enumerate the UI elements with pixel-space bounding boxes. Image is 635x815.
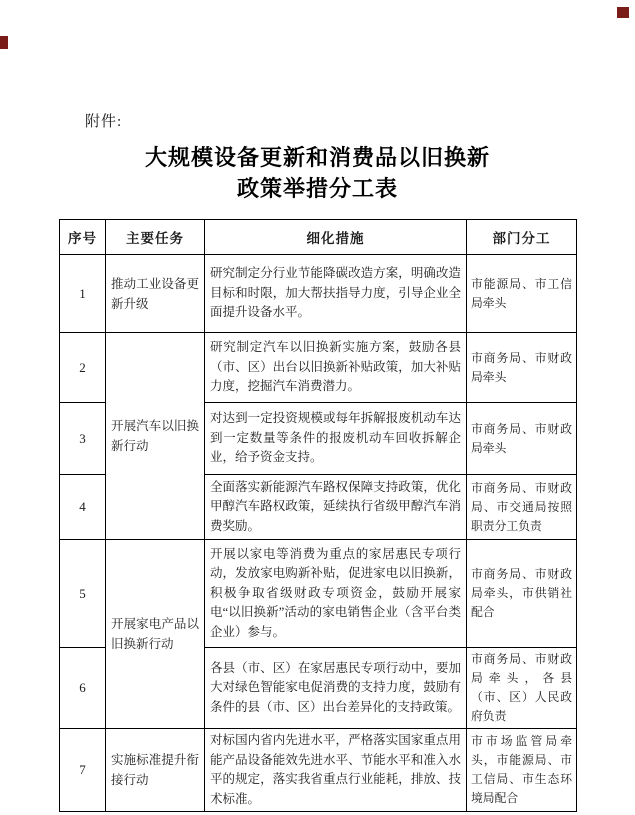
column-header-serial: 序号	[60, 220, 106, 255]
row-number-cell: 5	[60, 540, 106, 648]
table-header-row	[60, 220, 577, 255]
measure-cell: 对达到一定投资规模或每年拆解报废机动车达到一定数量等条件的报废机动车回收拆解企业，给予资金支持。	[205, 403, 467, 475]
department-cell: 市商务局、市财政局牵头，各县（市、区）人民政府负责	[467, 648, 577, 729]
title-line-2: 政策举措分工表	[236, 176, 398, 201]
row-number-cell: 7	[60, 729, 106, 812]
measure-cell: 全面落实新能源汽车路权保障支持政策，优化甲醇汽车路权政策，延续执行省级甲醇汽车消费奖励。	[205, 475, 467, 540]
department-cell: 市能源局、市工信局牵头	[467, 255, 577, 333]
measure-cell: 研究制定分行业节能降碳改造方案，明确改造目标和时限，加大帮扶指导力度，引导企业全面提升设备水平。	[205, 255, 467, 333]
table-row	[60, 729, 577, 812]
row-number-cell: 3	[60, 403, 106, 475]
task-cell: 开展家电产品以旧换新行动	[106, 540, 205, 729]
measure-cell: 研究制定汽车以旧换新实施方案，鼓励各县（市、区）出台以旧换新补贴政策，加大补贴力度，挖掘汽车消费潜力。	[205, 333, 467, 403]
table-row	[60, 333, 577, 403]
task-cell: 开展汽车以旧换新行动	[106, 333, 205, 540]
row-number-cell: 6	[60, 648, 106, 729]
measure-cell: 各县（市、区）在家居惠民专项行动中，要加大对绿色智能家电促消费的支持力度，鼓励有条件的县（市、区）出台差异化的支持政策。	[205, 648, 467, 729]
title-line-1: 大规模设备更新和消费品以旧换新	[144, 145, 490, 170]
table-row	[60, 255, 577, 333]
department-cell: 市市场监管局牵头，市能源局、市工信局、市生态环境局配合	[467, 729, 577, 812]
column-header-measure: 细化措施	[205, 220, 467, 255]
row-number-cell: 4	[60, 475, 106, 540]
table-row	[60, 540, 577, 648]
policy-table	[59, 219, 577, 812]
red-stamp-mark-top-left	[0, 36, 8, 49]
column-header-task: 主要任务	[106, 220, 205, 255]
measure-cell: 开展以家电等消费为重点的家居惠民专项行动，发放家电购新补贴，促进家电以旧换新，积极争取省级财政专项资金，鼓励开展家电“以旧换新”活动的家电销售企业（含平台类企业）参与。	[205, 540, 467, 648]
task-cell: 实施标准提升衔接行动	[106, 729, 205, 812]
department-cell: 市商务局、市财政局牵头，市供销社配合	[467, 540, 577, 648]
department-cell: 市商务局、市财政局牵头	[467, 403, 577, 475]
document-title	[0, 142, 635, 204]
task-cell: 推动工业设备更新升级	[106, 255, 205, 333]
red-stamp-mark-top-right	[617, 7, 629, 18]
department-cell: 市商务局、市财政局、市交通局按照职责分工负责	[467, 475, 577, 540]
measure-cell: 对标国内省内先进水平，严格落实国家重点用能产品设备能效先进水平、节能水平和准入水平的规定，落实我省重点行业能耗，排放、技术标准。	[205, 729, 467, 812]
attachment-label: 附件:	[85, 114, 123, 130]
row-number-cell: 1	[60, 255, 106, 333]
row-number-cell: 2	[60, 333, 106, 403]
department-cell: 市商务局、市财政局牵头	[467, 333, 577, 403]
column-header-department: 部门分工	[467, 220, 577, 255]
